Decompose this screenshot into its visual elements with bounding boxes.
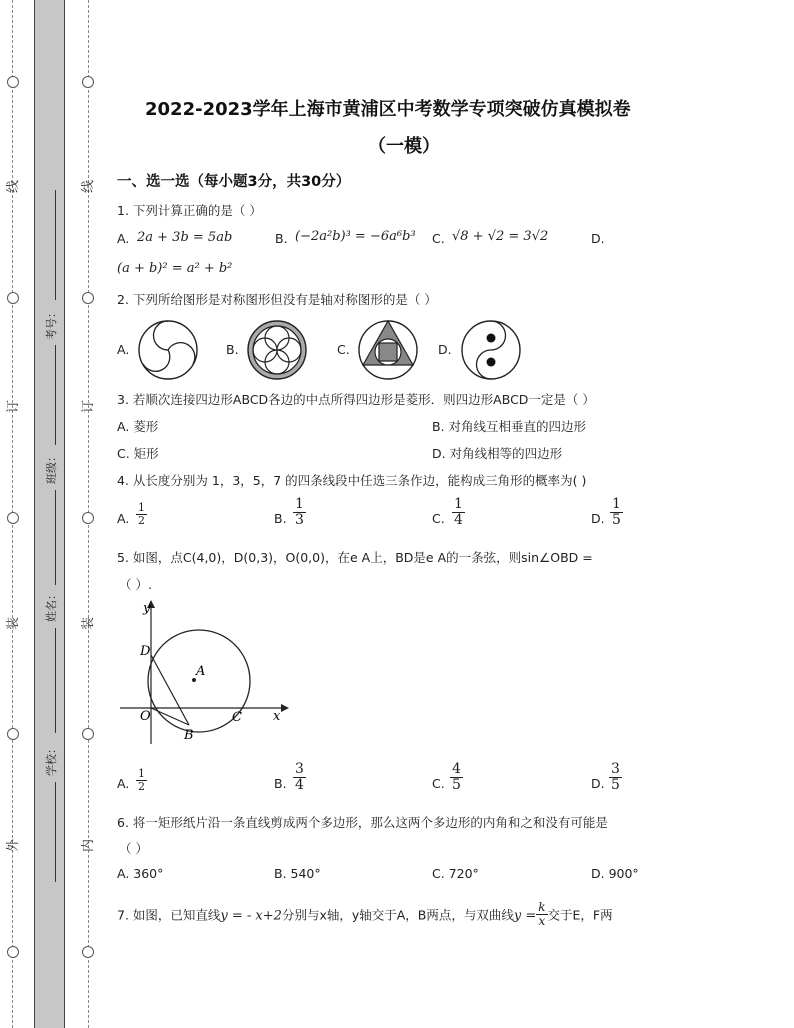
- binding-hole: [7, 76, 19, 88]
- field-name: 姓名：: [45, 589, 58, 622]
- page-subtitle: （一模）: [368, 136, 440, 157]
- fraction-denominator: 5: [612, 511, 621, 528]
- q6-option-a: A. 360°: [117, 866, 164, 881]
- q5-figure: [115, 596, 295, 746]
- q4-option-d-label: D.: [591, 511, 605, 526]
- q3-option-d: D. 对角线相等的四边形: [432, 446, 563, 461]
- binding-hole: [7, 292, 19, 304]
- binding-hole: [82, 512, 94, 524]
- q5-label-y: y: [143, 601, 151, 616]
- fraction-numerator: 3: [611, 761, 620, 777]
- binding-hole: [82, 292, 94, 304]
- q5-option-d-label: D.: [591, 776, 605, 791]
- field-class: 班级：: [45, 451, 58, 484]
- binding-band: [34, 0, 65, 1028]
- page-title: 2022-2023学年上海市黄浦区中考数学专项突破仿真模拟卷: [145, 99, 631, 120]
- q7-stem: [117, 900, 613, 929]
- q4-option-b-label: B.: [274, 511, 287, 526]
- q5-label-b: B: [184, 728, 194, 743]
- q4-stem: 4. 从长度分别为 1，3，5，7 的四条线段中任选三条作边，能构成三角形的概率为( ): [117, 473, 587, 488]
- q5-option-b-label: B.: [274, 776, 287, 791]
- q5-label-c: C: [232, 710, 242, 725]
- q2-option-c-label: C.: [337, 342, 350, 357]
- q7-stem-middle: 分别与x轴，y轴交于A，B两点，与双曲线: [281, 907, 514, 923]
- fraction-numerator: 4: [452, 761, 461, 777]
- q2-figure-a: [136, 318, 200, 382]
- q4-option-d-fraction: [610, 497, 623, 527]
- q4-option-b-fraction: [293, 497, 306, 527]
- section-heading: 一、选一选（每小题3分，共30分）: [117, 174, 351, 190]
- q1-option-b: (−2a²b)³ = −6a⁶b³: [295, 229, 416, 244]
- q3-option-a: A. 菱形: [117, 419, 159, 434]
- q3-option-b: B. 对角线互相垂直的四边形: [432, 419, 587, 434]
- fraction-numerator: 1: [138, 501, 145, 514]
- q5-label-x: x: [273, 709, 281, 724]
- q2-figure-c: [356, 318, 420, 382]
- q7-hyperbola-lhs: y =: [513, 908, 537, 924]
- outer-margin-char: 外: [6, 838, 22, 853]
- q6-option-c: C. 720°: [432, 866, 479, 881]
- q4-option-a-label: A.: [117, 511, 130, 526]
- q6-stem-continued: （ ）: [119, 841, 148, 856]
- q5-option-a-label: A.: [117, 776, 130, 791]
- q1-option-a-label: A.: [117, 231, 130, 246]
- q5-option-c-label: C.: [432, 776, 445, 791]
- q5-option-c-fraction: [450, 762, 463, 792]
- q3-option-c: C. 矩形: [117, 446, 159, 461]
- fraction-numerator: k: [538, 900, 546, 914]
- fraction-denominator: 2: [138, 513, 145, 527]
- fraction-denominator: 5: [611, 776, 620, 793]
- q2-option-a-label: A.: [117, 342, 130, 357]
- outer-margin-char: 装: [6, 616, 22, 631]
- inner-margin-char: 内: [81, 838, 97, 853]
- fraction-denominator: 3: [295, 511, 304, 528]
- field-blank-line: [55, 345, 56, 445]
- q1-option-d-label: D.: [591, 231, 605, 246]
- q6-stem: 6. 将一矩形纸片沿一条直线剪成两个多边形，那么这两个多边形的内角和之和没有可能是: [117, 815, 608, 830]
- fraction-denominator: 4: [454, 511, 463, 528]
- fraction-denominator: 5: [452, 776, 461, 793]
- inner-margin-char: 订: [81, 399, 97, 414]
- inner-margin-char: 装: [81, 616, 97, 631]
- q1-option-a: 2a + 3b = 5ab: [137, 230, 233, 245]
- q6-option-b: B. 540°: [274, 866, 321, 881]
- field-exam-number: 考号：: [45, 307, 58, 340]
- q3-stem: 3. 若顺次连接四边形ABCD各边的中点所得四边形是菱形．则四边形ABCD一定是（ ）: [117, 392, 595, 407]
- fraction-numerator: 1: [454, 496, 463, 512]
- binding-hole: [7, 946, 19, 958]
- q7-stem-start: 7. 如图，已知直线: [117, 907, 221, 923]
- binding-hole: [7, 512, 19, 524]
- q1-option-d: (a + b)² = a² + b²: [117, 261, 233, 276]
- q1-option-c: √8 + √2 = 3√2: [452, 229, 549, 244]
- fraction-numerator: 3: [295, 761, 304, 777]
- q4-option-a-fraction: [136, 502, 147, 526]
- q7-stem-end: 交于E，F两: [547, 907, 613, 923]
- binding-hole: [82, 946, 94, 958]
- q5-stem-continued: （ ）.: [119, 577, 152, 592]
- q5-label-a: A: [196, 664, 206, 679]
- field-blank-line: [55, 490, 56, 585]
- q5-stem: 5. 如图，点C(4,0)，D(0,3)，O(0,0)，在e A上，BD是e A的一条弦，则sin∠OBD =: [117, 550, 593, 565]
- q2-figure-b: [245, 318, 309, 382]
- fraction-denominator: x: [538, 913, 546, 928]
- field-school: 学校：: [45, 743, 58, 776]
- q5-label-d: D: [140, 644, 151, 659]
- q1-option-b-label: B.: [275, 231, 288, 246]
- q1-stem: 1. 下列计算正确的是（ ）: [117, 203, 262, 218]
- field-blank-line: [55, 190, 56, 300]
- q2-option-d-label: D.: [438, 342, 452, 357]
- field-blank-line: [55, 628, 56, 733]
- q5-option-d-fraction: [609, 762, 622, 792]
- outer-margin-char: 订: [6, 399, 22, 414]
- binding-hole: [82, 728, 94, 740]
- inner-margin-char: 线: [81, 179, 97, 194]
- binding-hole: [82, 76, 94, 88]
- q4-option-c-label: C.: [432, 511, 445, 526]
- fraction-numerator: 1: [295, 496, 304, 512]
- outer-margin-char: 线: [6, 179, 22, 194]
- field-blank-line: [55, 782, 56, 882]
- q6-option-d: D. 900°: [591, 866, 639, 881]
- q7-hyperbola-fraction: [536, 901, 547, 927]
- fraction-numerator: 1: [612, 496, 621, 512]
- q1-option-c-label: C.: [432, 231, 445, 246]
- binding-hole: [7, 728, 19, 740]
- q5-option-a-fraction: [136, 768, 147, 792]
- q2-option-b-label: B.: [226, 342, 239, 357]
- fraction-denominator: 4: [295, 776, 304, 793]
- fraction-numerator: 1: [138, 767, 145, 780]
- q2-figure-d: [459, 318, 523, 382]
- q5-option-b-fraction: [293, 762, 306, 792]
- fraction-denominator: 2: [138, 779, 145, 793]
- q5-label-o: O: [140, 709, 151, 724]
- q7-line-equation: y = - x+2: [220, 908, 282, 924]
- q2-stem: 2. 下列所给图形是对称图形但没有是轴对称图形的是（ ）: [117, 292, 437, 307]
- q4-option-c-fraction: [452, 497, 465, 527]
